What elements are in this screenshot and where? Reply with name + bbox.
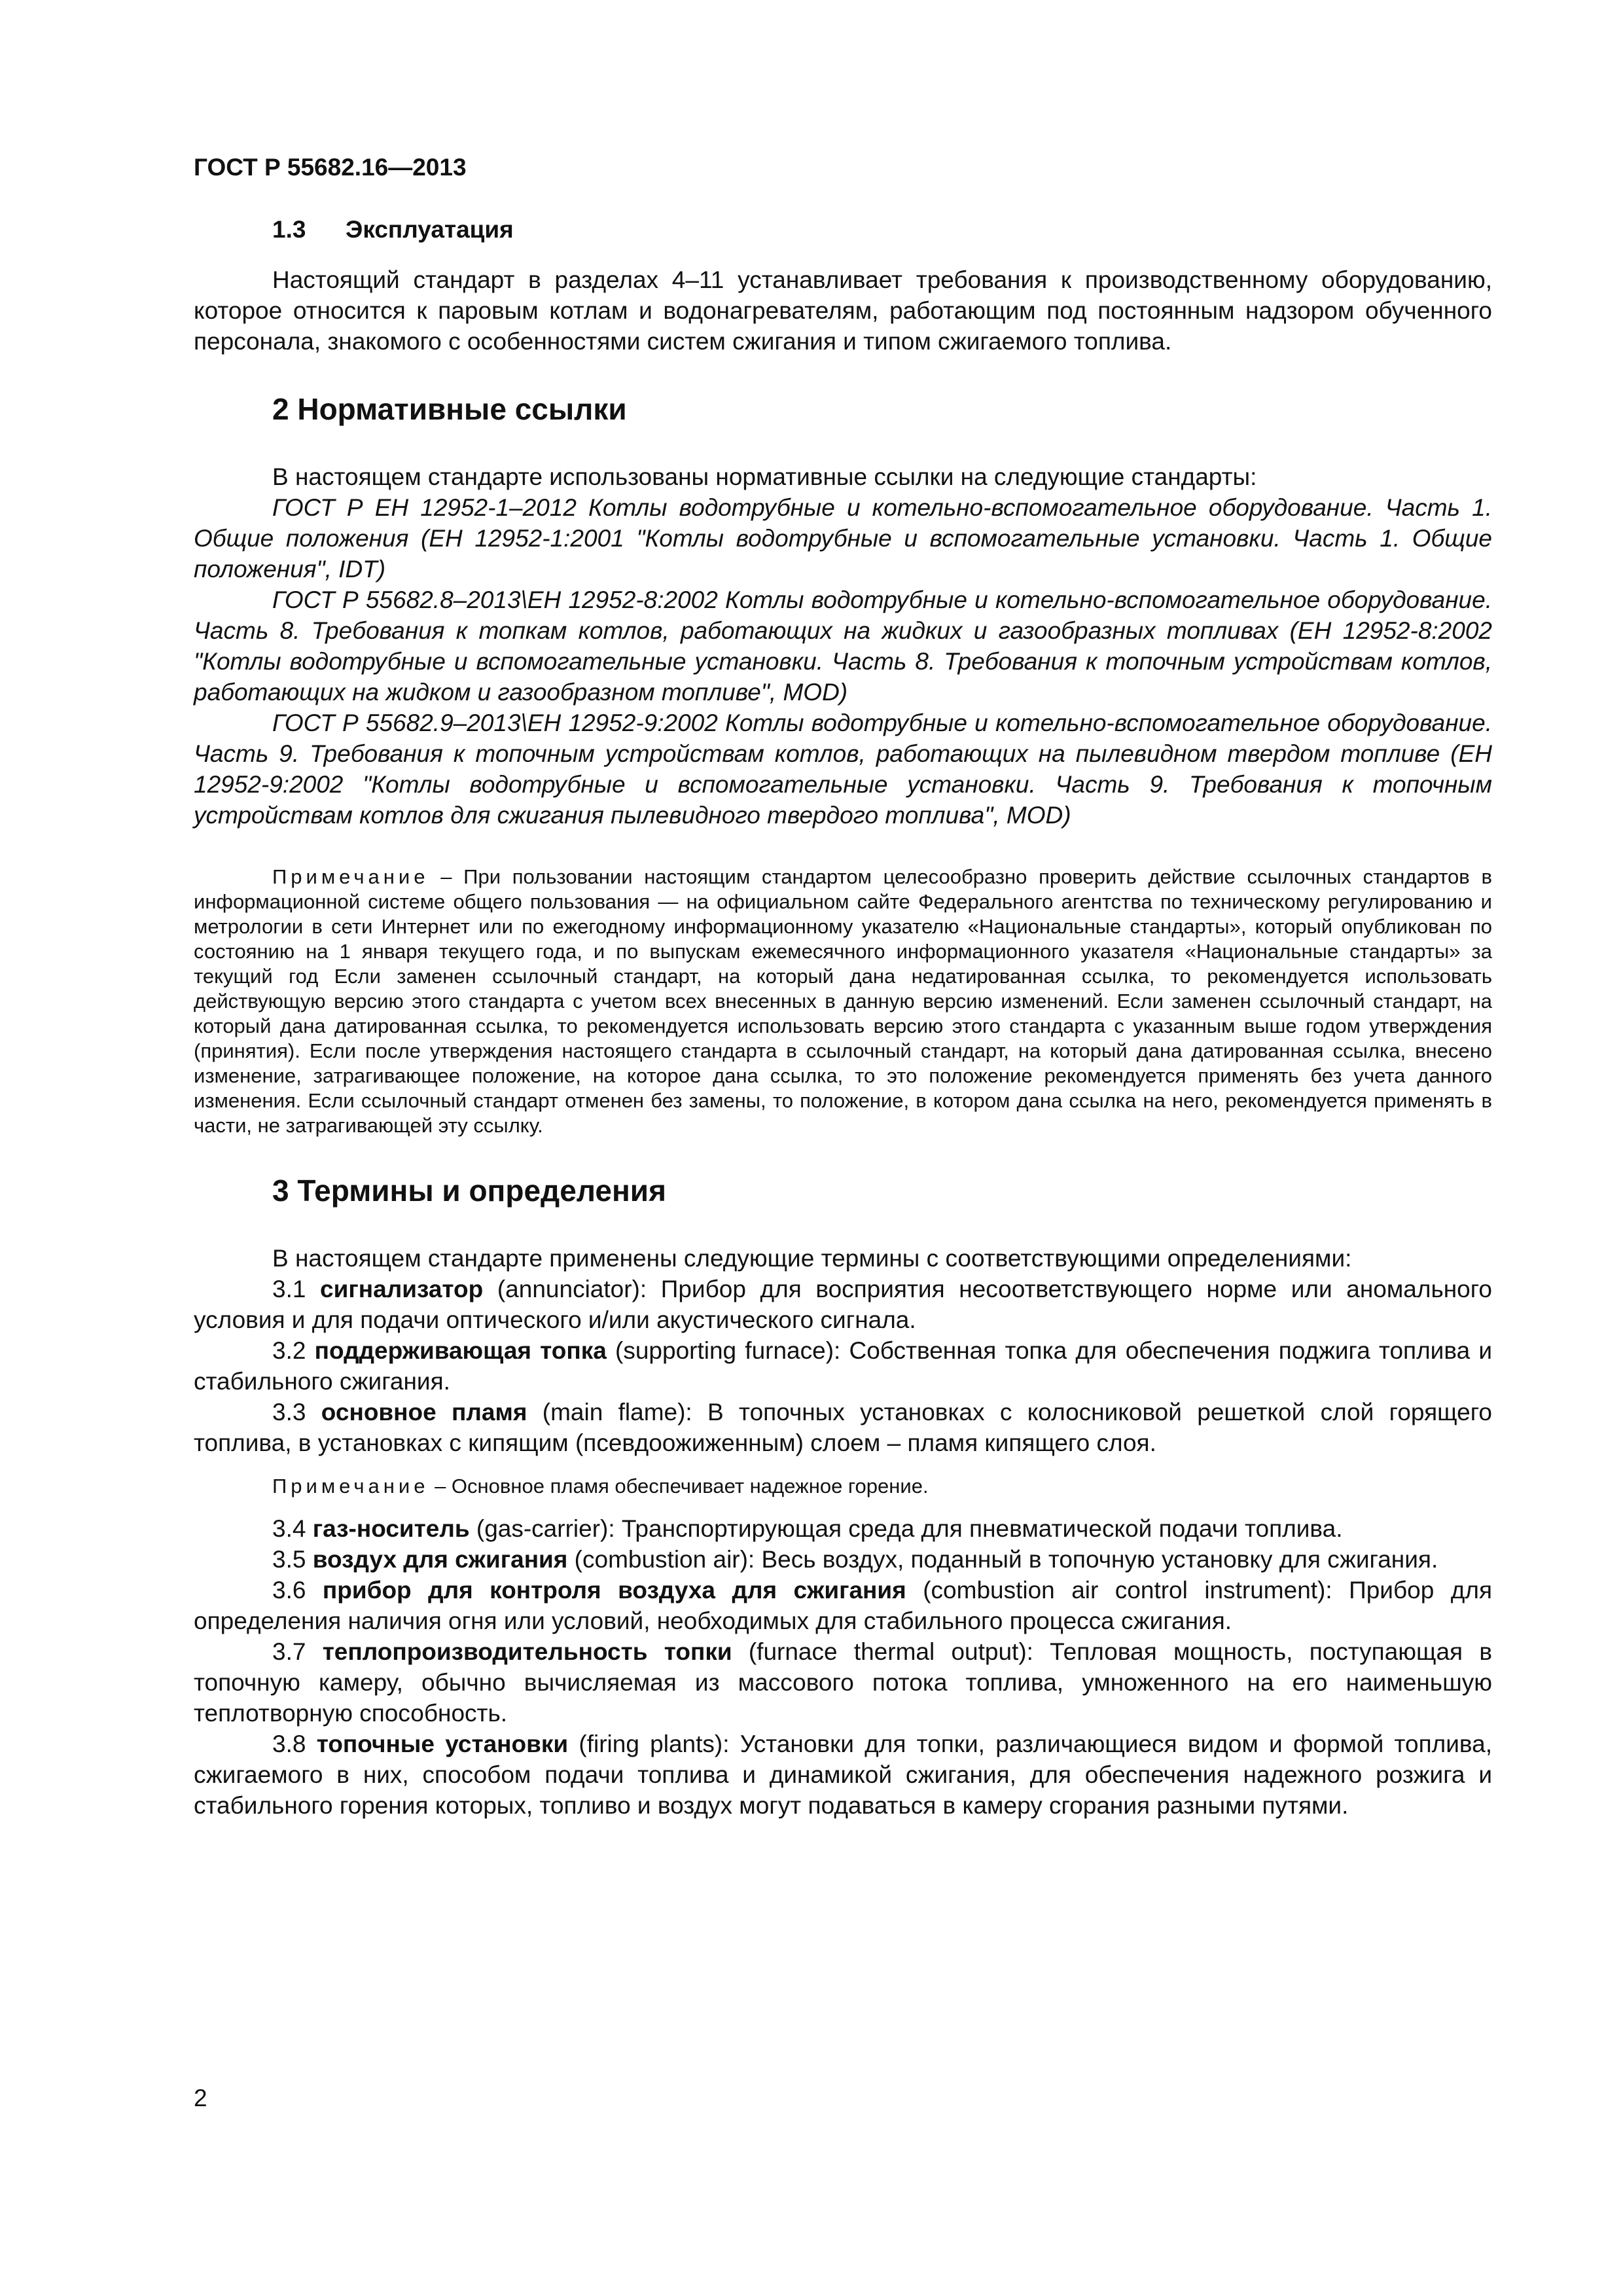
references-intro: В настоящем стандарте использованы нормативные ссылки на следующие стандарты: xyxy=(272,463,1257,490)
term-definition: (annunciator): Прибор для восприятия несоответствующего норме или аномального условия и для подачи оптического и/или акустического сигнала. xyxy=(194,1276,1492,1333)
note-text: – Основное пламя обеспечивает надежное горение. xyxy=(435,1475,929,1498)
term-number: 3.7 xyxy=(272,1638,306,1665)
term-name: поддерживающая топка xyxy=(314,1337,607,1364)
document-code: ГОСТ Р 55682.16—2013 xyxy=(194,154,467,181)
page-number: 2 xyxy=(194,2085,207,2111)
terms-note xyxy=(194,1474,1492,1499)
subsection-number: 1.3 xyxy=(272,216,306,243)
subsection-heading xyxy=(194,214,1492,245)
term-entry xyxy=(194,1636,1492,1729)
reference-item: ГОСТ Р ЕН 12952-1–2012 Котлы водотрубные и котельно-вспомогательное оборудование. Часть 1. Общие положения (ЕН 12952-1:2001 "Котлы водотрубные и вспомогательные установки. Часть 1. Общие положения", IDT) xyxy=(194,494,1492,583)
section-heading-references: 2 Нормативные ссылки xyxy=(272,392,627,426)
term-entry xyxy=(194,1513,1492,1544)
term-name: основное пламя xyxy=(321,1399,527,1426)
term-definition: (supporting furnace): Собственная топка для обеспечения поджига топлива и стабильного сжигания. xyxy=(194,1337,1492,1395)
term-entry xyxy=(194,1729,1492,1821)
terms-intro: В настоящем стандарте применены следующие термины с соответствующими определениями: xyxy=(272,1245,1352,1272)
subsection-title: Эксплуатация xyxy=(346,216,514,243)
term-name: теплопроизводительность топки xyxy=(322,1638,732,1665)
term-number: 3.6 xyxy=(272,1577,306,1604)
term-entry xyxy=(194,1274,1492,1335)
reference-item: ГОСТ Р 55682.9–2013\ЕН 12952-9:2002 Котлы водотрубные и котельно-вспомогательное оборудование. Часть 9. Требования к топочным устройствам котлов, работающих на пылевидном твердом топливе (ЕН 12952-9:2002 "Котлы водотрубные и вспомогательные установки. Часть 9. Требования к топочным устройствам котлов для сжигания пылевидного твердого топлива", MOD) xyxy=(194,709,1492,829)
term-definition: (main flame): В топочных установках с колосниковой решеткой слой горящего топлива, в установках с кипящим (псевдоожиженным) слоем – пламя кипящего слоя. xyxy=(194,1399,1492,1456)
term-number: 3.1 xyxy=(272,1276,306,1302)
term-name: сигнализатор xyxy=(320,1276,484,1302)
subsection-paragraph: Настоящий стандарт в разделах 4–11 устанавливает требования к производственному оборудованию, которое относится к паровым котлам и водонагревателям, работающим под постоянным надзором обученного персонала, знакомого с особенностями систем сжигания и типом сжигаемого топлива. xyxy=(194,266,1492,355)
section-heading-terms: 3 Термины и определения xyxy=(272,1174,666,1208)
term-definition: (firing plants): Установки для топки, различающиеся видом и формой топлива, сжигаемого в них, способом подачи топлива и динамикой сжигания, для обеспечения надежного розжига и стабильного горения которых, топливо и воздух могут подаваться в камеру сгорания разными путями. xyxy=(194,1731,1492,1819)
term-definition: (combustion air control instrument): Прибор для определения наличия огня или условий, необходимых для стабильного процесса сжигания. xyxy=(194,1577,1492,1634)
term-number: 3.4 xyxy=(272,1515,306,1542)
term-entry xyxy=(194,1397,1492,1458)
term-entry xyxy=(194,1335,1492,1397)
term-name: газ-носитель xyxy=(312,1515,470,1542)
note-label: Примечание xyxy=(272,865,429,888)
term-definition: (furnace thermal output): Тепловая мощность, поступающая в топочную камеру, обычно вычисляемая из массового потока топлива, умноженного на его наименьшую теплотворную способность. xyxy=(194,1638,1492,1727)
reference-item: ГОСТ Р 55682.8–2013\ЕН 12952-8:2002 Котлы водотрубные и котельно-вспомогательное оборудование. Часть 8. Требования к топкам котлов, работающих на жидких и газообразных топливах (ЕН 12952-8:2002 "Котлы водотрубные и вспомогательные установки. Часть 8. Требования к топочным устройствам котлов, работающих на жидком и газообразном топливе", MOD) xyxy=(194,586,1492,706)
term-name: прибор для контроля воздуха для сжигания xyxy=(322,1577,906,1604)
term-definition: (combustion air): Весь воздух, поданный в топочную установку для сжигания. xyxy=(567,1546,1438,1573)
term-entry xyxy=(194,1544,1492,1575)
term-number: 3.3 xyxy=(272,1399,306,1426)
term-name: воздух для сжигания xyxy=(312,1546,568,1573)
term-number: 3.2 xyxy=(272,1337,306,1364)
term-name: топочные установки xyxy=(316,1731,569,1757)
note-label: Примечание xyxy=(272,1475,429,1498)
references-note xyxy=(194,865,1492,1138)
note-text: – При пользовании настоящим стандартом целесообразно проверить действие ссылочных стандартов в информационной системе общего пользования — на официальном сайте Федерального агентства по техническому регулированию и метрологии в сети Интернет или по ежегодному информационному указателю «Национальные стандарты», который опубликован по состоянию на 1 января текущего года, и по выпускам ежемесячного информационного указателя «Национальные стандарты» за текущий год Если заменен ссылочный стандарт, на который дана недатированная ссылка, то рекомендуется использовать действующую версию этого стандарта с учетом всех внесенных в данную версию изменений. Если заменен ссылочный стандарт, на который дана датированная ссылка, то рекомендуется использовать версию этого стандарта с указанным выше годом утверждения (принятия). Если после утверждения настоящего стандарта в ссылочный стандарт, на который дана датированная ссылка, внесено изменение, затрагивающее положение, на которое дана ссылка, то это положение рекомендуется применять без учета данного изменения. Если ссылочный стандарт отменен без замены, то положение, в котором дана ссылка на него, рекомендуется применять в части, не затрагивающей эту ссылку. xyxy=(194,865,1492,1137)
term-entry xyxy=(194,1575,1492,1636)
term-definition: (gas-carrier): Транспортирующая среда для пневматической подачи топлива. xyxy=(469,1515,1343,1542)
term-number: 3.8 xyxy=(272,1731,306,1757)
term-number: 3.5 xyxy=(272,1546,306,1573)
